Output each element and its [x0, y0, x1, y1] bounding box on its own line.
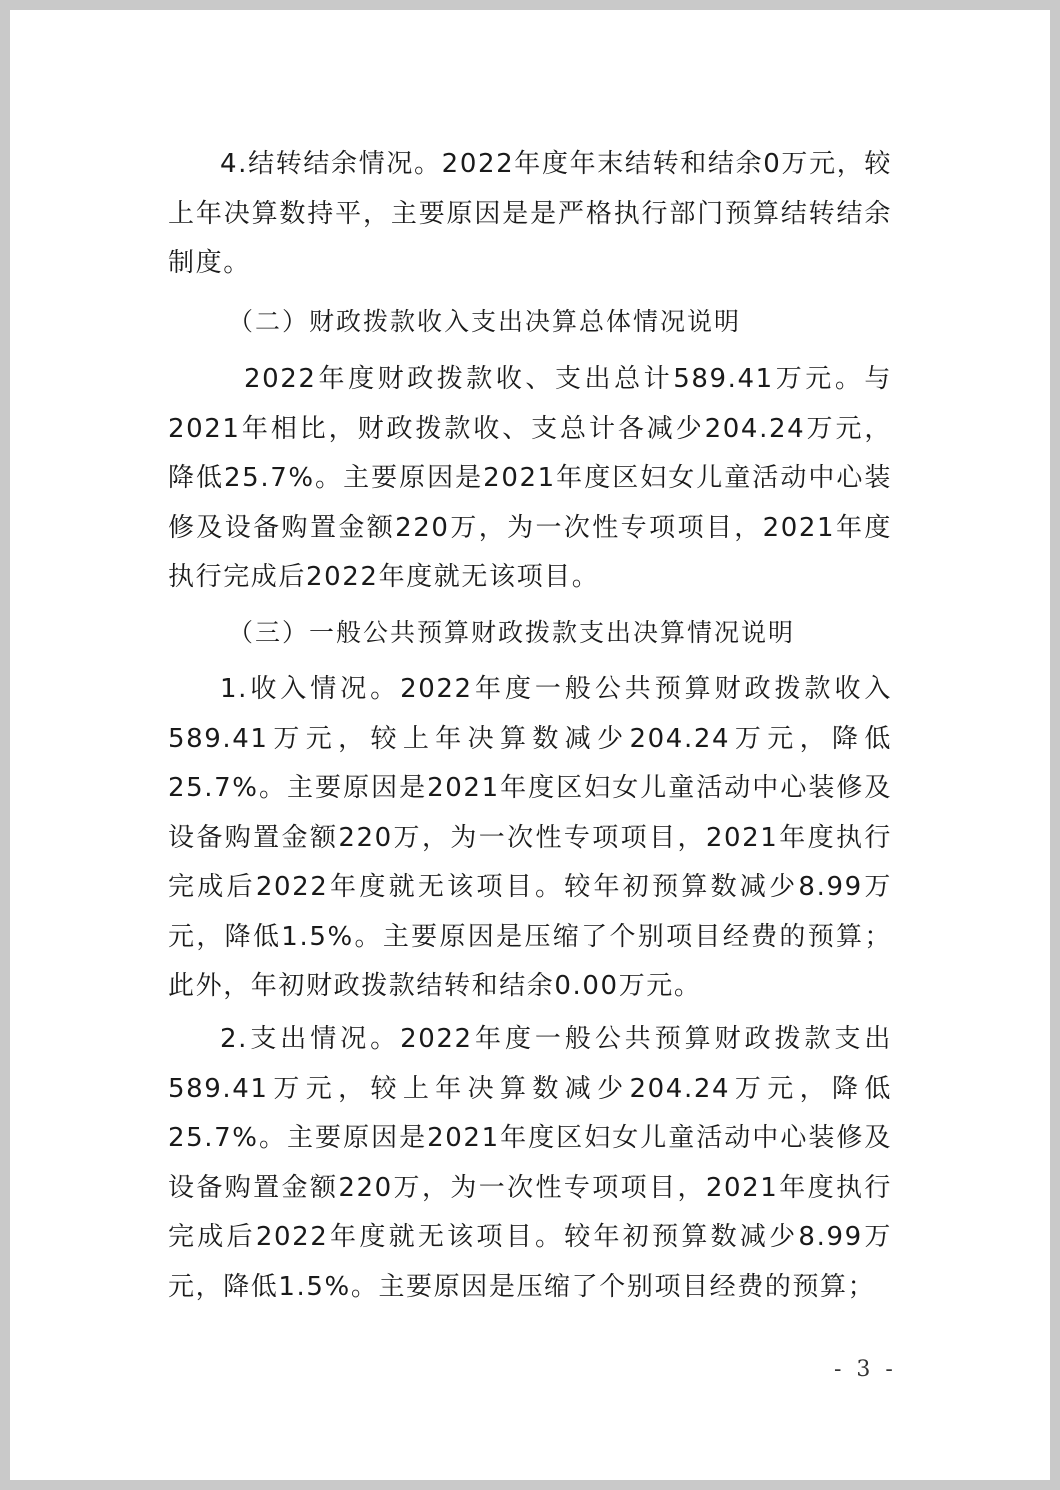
paragraph-carryover-balance: 4.结转结余情况。2022年度年末结转和结余0万元，较上年决算数持平，主要原因是是严格执行部门预算结转结余制度。	[168, 149, 892, 278]
paragraph-fiscal-overview: 2022年度财政拨款收、支出总计589.41万元。与2021年相比，财政拨款收、支总计各减少204.24万元，降低25.7%。主要原因是2021年度区妇女儿童活动中心装修及设备购置金额220万，为一次性专项项目，2021年度执行完成后2022年度就无该项目。	[168, 364, 892, 592]
page-number: - 3 -	[834, 1357, 897, 1382]
paragraph-expenditure: 2.支出情况。2022年度一般公共预算财政拨款支出589.41万元，较上年决算数减少204.24万元，降低25.7%。主要原因是2021年度区妇女儿童活动中心装修及设备购置金额220万，为一次性专项项目，2021年度执行完成后2022年度就无该项目。较年初预算数减少8.99万元，降低1.5%。主要原因是压缩了个别项目经费的预算；	[168, 1024, 892, 1302]
paragraph-income: 1.收入情况。2022年度一般公共预算财政拨款收入589.41万元，较上年决算数减少204.24万元，降低25.7%。主要原因是2021年度区妇女儿童活动中心装修及设备购置金额220万，为一次性专项项目，2021年度执行完成后2022年度就无该项目。较年初预算数减少8.99万元，降低1.5%。主要原因是压缩了个别项目经费的预算；此外，年初财政拨款结转和结余0.00万元。	[168, 674, 892, 1001]
section-heading-3: （三）一般公共预算财政拨款支出决算情况说明	[228, 618, 796, 647]
section-heading-2: （二）财政拨款收入支出决算总体情况说明	[228, 307, 742, 336]
